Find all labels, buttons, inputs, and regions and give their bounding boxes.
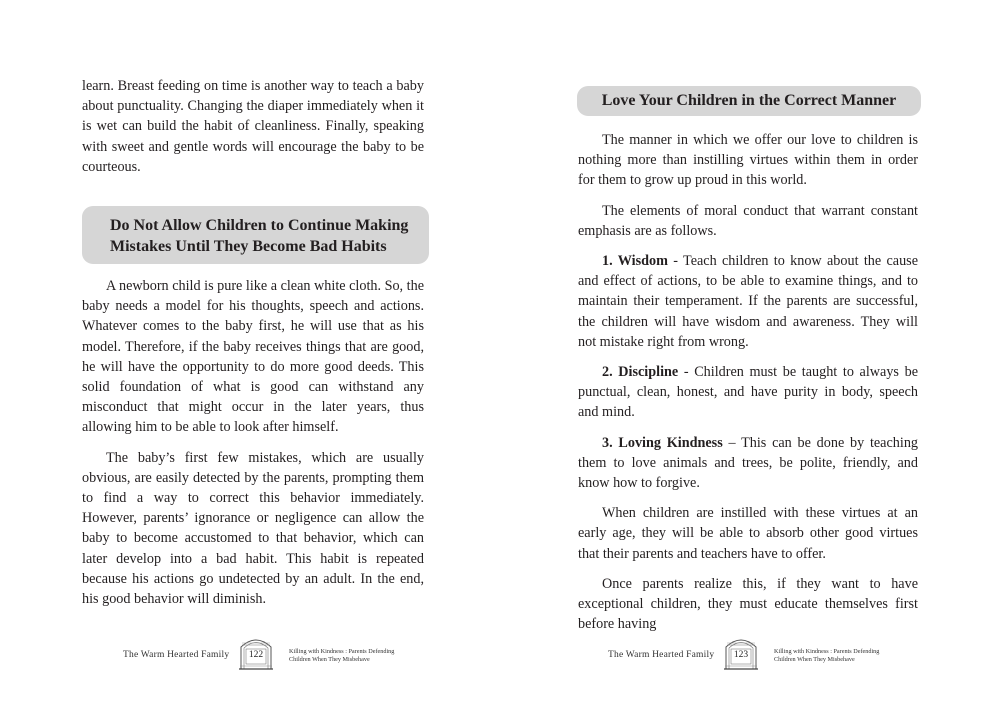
section-heading-bad-habits: Do Not Allow Children to Continue Making Mistakes Until They Become Bad Habits	[82, 206, 429, 264]
footer-chapter-title	[774, 648, 904, 664]
chapter-line-1: Killing with Kindness : Parents Defending	[774, 648, 880, 655]
paragraph-manner: The manner in which we offer our love to children is nothing more than instilling virtues within them in order for them to grow up proud in this world.	[578, 132, 918, 189]
paragraph-first-mistakes: The baby’s first few mistakes, which are usually obvious, are easily detected by the parents, prompting them to find a way to correct this behavior immediately. However, parents’ ignorance or negligence can allow the baby to become accustomed to that behavior, which can later develop into a bad habit. This habit is repeated because his actions go undetected by an adult. In the end, his good behavior will diminish.	[82, 449, 424, 608]
paragraph-elements: The elements of moral conduct that warrant constant emphasis are as follows.	[578, 202, 918, 239]
left-body-block	[82, 276, 424, 619]
virtue-label: 2. Discipline	[602, 364, 679, 381]
paragraph-parents-realize: Once parents realize this, if they want to have exceptional children, they must educate themselves first before having	[578, 575, 918, 633]
paragraph-newborn: A newborn child is pure like a clean white cloth. So, the baby needs a model for his thoughts, speech and actions. Whatever comes to the baby first, he will use that as his model. Therefore, if the baby receives things that are good, he will have the opportunity to do more good deeds. This solid foundation of what is good can withstand any misconduct that might occur in the later years, thus allowing him to be able to look after himself.	[82, 278, 424, 436]
page-number: 122	[248, 650, 264, 660]
virtue-text: Teach children to know about the cause and effect of actions, to be able to examine things, and to maintain their temperament. If the parents are successful, the children will have wisdom and awareness. They will not mistake right from wrong.	[578, 253, 918, 350]
virtue-separator: –	[722, 434, 742, 451]
chapter-line-2: Children When They Misbehave	[289, 656, 370, 663]
footer-chapter-title	[289, 648, 419, 664]
virtue-wisdom	[578, 251, 918, 352]
virtue-separator: -	[667, 253, 684, 270]
virtue-text: This can be done by teaching them to love animals and trees, be polite, friendly, and know how to forgive.	[578, 434, 919, 492]
section-heading-love-children: Love Your Children in the Correct Manner	[577, 86, 921, 116]
right-page	[500, 0, 1000, 707]
left-intro-block	[82, 76, 424, 187]
footer-book-title: The Warm Hearted Family	[123, 650, 230, 660]
chapter-line-1: Killing with Kindness : Parents Defending	[289, 648, 395, 655]
right-body-block	[578, 130, 918, 644]
virtue-label: 3. Loving Kindness	[602, 434, 723, 451]
page-number: 123	[733, 650, 749, 660]
virtue-label: 1. Wisdom	[602, 253, 668, 270]
left-footer	[0, 632, 500, 672]
virtue-loving-kindness	[578, 433, 918, 494]
intro-paragraph: learn. Breast feeding on time is another way to teach a baby about punctuality. Changing the diaper immediately when it is wet can build the habit of cleanliness. Finally, speaking with sweet and gentle words will encourage the baby to be courteous.	[82, 78, 424, 175]
paragraph-early-age: When children are instilled with these virtues at an early age, they will be able to absorb other good virtues that their parents and teachers have to offer.	[578, 505, 918, 562]
right-footer	[500, 632, 1000, 672]
chapter-line-2: Children When They Misbehave	[774, 656, 855, 663]
virtue-discipline	[578, 362, 918, 423]
virtue-separator: -	[678, 364, 695, 381]
virtue-text: Children must be taught to always be punctual, clean, honest, and have purity in body, speech and mind.	[578, 364, 918, 421]
footer-book-title: The Warm Hearted Family	[608, 650, 715, 660]
